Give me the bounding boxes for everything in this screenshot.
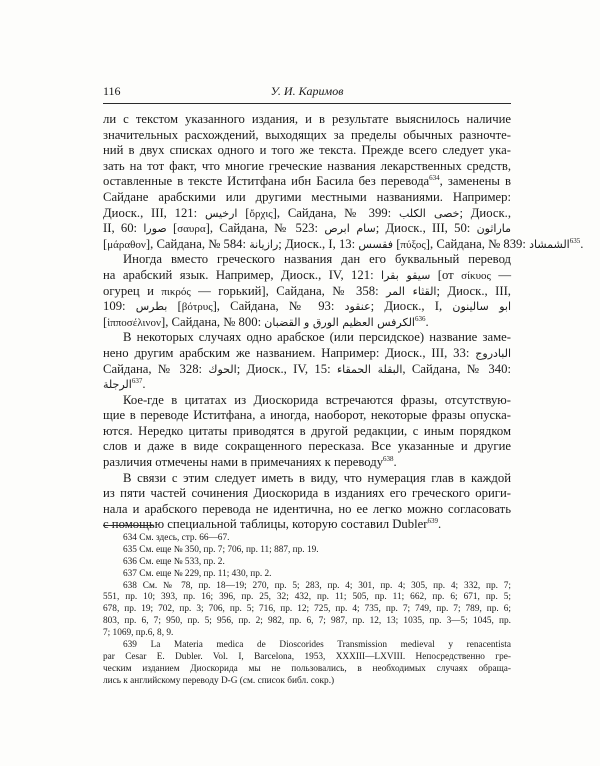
greek-term: σίκυος	[461, 269, 491, 282]
text-line: зать на тот факт, что многие греческие названия лекарственных средств,	[103, 158, 511, 173]
text-line: ются. Нередко цитаты приводятся в другой редакции, с иным порядком	[103, 423, 511, 438]
text-segment: ; Диоск., I, 13:	[278, 236, 359, 251]
text-segment: —	[490, 267, 512, 282]
text-segment: ; Диоск., III,	[436, 283, 511, 298]
arabic-term: ماراثون	[476, 222, 511, 236]
text-segment: на арабский язык. Например, Диоск., IV, 121:	[103, 267, 382, 282]
greek-term: ὄρχις	[249, 207, 273, 220]
text-segment: ], Сайдана, № 800:	[160, 314, 265, 329]
text-segment: [	[393, 236, 401, 251]
text-line: из пяти частей сочинения Диоскорида в изданиях его греческого ориги-	[103, 486, 511, 501]
text-line	[103, 517, 511, 533]
text-segment: [	[167, 299, 182, 314]
text-segment: [	[166, 221, 178, 236]
arabic-term: سيقو بقرا	[381, 268, 431, 282]
text-segment: .	[142, 377, 146, 392]
text-line: В связи с этим следует иметь в виду, что нумерация глав в каждой	[123, 470, 511, 485]
text-line: нала и арабского перевода не идентична, но ее легко можно согласовать	[103, 501, 511, 516]
greek-term: μάραθον	[107, 238, 146, 251]
footnote-line: 678, пр. 19; 702, пр. 3; 706, пр. 5; 716, пр. 12; 725, пр. 4; 735, пр. 7; 749, пр. 7; 789, пр. 6;	[103, 604, 511, 615]
arabic-term: عنقود	[344, 300, 371, 314]
text-segment: ], Сайдана, № 839:	[425, 236, 530, 251]
text-line: Иногда вместо греческого названия дан его буквальный перевод	[123, 252, 511, 267]
greek-term: σαυρα	[177, 223, 206, 236]
text-line: Сайдане арабскими или другими местными названиями. Например:	[103, 189, 511, 204]
footnote-line: par Cesar E. Dubler. Vol. I, Barcelona, 1953, XXXIII—LXVIII. Непосредственно гре-	[103, 651, 511, 662]
text-segment: , Сайдана, № 340:	[402, 361, 511, 376]
text-line: Кое-где в цитатах из Диоскорида встречаются фразы, отсутствую-	[123, 392, 511, 407]
text-segment: [	[103, 314, 108, 329]
arabic-term: ابو سالينون	[452, 300, 512, 314]
text-line	[103, 315, 511, 331]
text-segment: нено другим арабским же названием. Например: Диоск., III, 33:	[103, 345, 476, 360]
text-segment: .	[437, 517, 442, 532]
text-segment: .	[580, 236, 584, 251]
text-line: щие в переводе Иститфана, а иногда, наоборот, некоторые фразы опуска-	[103, 408, 511, 423]
text-segment: с помощью специальной таблицы, которую составил Dubler	[103, 517, 428, 532]
greek-term: ἱπποσέλινον	[107, 316, 161, 329]
text-segment: ], Сайдана, № 399:	[272, 205, 399, 220]
text-segment: 109:	[103, 299, 136, 314]
footnote-line: ческим изданием Диоскорида мы не пользовались, в необходимых случаях обраща-	[103, 663, 511, 674]
running-title: У. И. Каримов	[270, 84, 344, 98]
arabic-term: الرجلة	[103, 378, 132, 392]
text-segment: ; Диоск., I,	[370, 299, 453, 314]
text-line	[103, 236, 584, 253]
greek-term: πικρός	[161, 285, 191, 298]
text-line: ли с текстом указанного издания, и в результате выяснилось наличие	[103, 112, 511, 126]
arabic-term: خصى الكلب	[398, 206, 460, 220]
text-line	[103, 455, 511, 471]
main-text	[103, 112, 584, 533]
text-line	[103, 346, 511, 362]
footnote-line: 637 См. еще № 229, пр. 11; 430, пр. 2.	[123, 568, 272, 579]
text-segment: ; Диоск., IV, 15:	[236, 361, 337, 376]
text-segment: оставленные в тексте Иститфана ибн Басила без перевода	[103, 174, 430, 189]
footnote-line: 803, пр. 6, 7; 950, пр. 5; 956, пр. 2; 982, пр. 6, 7; 987, пр. 12, 13; 1035, пр. 3—5; 1045, пр.	[103, 616, 511, 627]
arabic-term: الحوك	[208, 362, 237, 376]
footnote-line: 634 См. здесь, стр. 66—67.	[123, 533, 230, 543]
greek-term: πύξος	[400, 238, 426, 251]
arabic-term: فقسس	[358, 237, 394, 251]
footnote-line: 551, пр. 10; 393, пр. 16; 396, пр. 25, 32; 432, пр. 11; 505, пр. 11; 662, пр. 6; 671, пр. 5;	[103, 592, 511, 603]
arabic-term: سام ابرص	[324, 222, 376, 236]
footnote-ref: 634	[429, 174, 440, 183]
text-line: значительных расхождений, выходящих за пределы обычных разночте-	[103, 127, 511, 142]
footnote-line: лись к английскому переводу D-G (см. список библ. сокр.)	[103, 675, 335, 686]
text-segment: ], Сайдана, № 93:	[212, 299, 345, 314]
arabic-term: رازيانة	[249, 237, 279, 251]
text-segment: ; Диоск.,	[459, 205, 512, 220]
text-segment: Сайдана, № 328:	[103, 361, 209, 376]
text-line	[103, 362, 511, 378]
footnote-line: 638 См. № 78, пр. 18—19; 270, пр. 5; 283, пр. 4; 301, пр. 4; 305, пр. 4; 332, пр. 7;	[123, 580, 511, 591]
arabic-term: ارخيس	[204, 206, 238, 220]
text-line: слов и даже в виде сокращенного пересказа. Все указанные и другие	[103, 439, 511, 454]
text-line: В некоторых случаях одно арабское (или персидское) название заме-	[123, 330, 511, 345]
arabic-term: البادروج	[475, 346, 511, 360]
text-segment: II, 60:	[103, 221, 144, 236]
text-line	[103, 221, 511, 237]
header-rule	[103, 103, 511, 104]
arabic-term: القثاء المر	[386, 284, 437, 298]
footnote-ref: 638	[383, 454, 394, 463]
text-segment: [от	[430, 267, 462, 282]
footnote-separator	[103, 525, 153, 526]
footnote-ref: 637	[131, 376, 143, 385]
text-line	[103, 299, 511, 315]
arabic-term: صورا	[143, 222, 167, 236]
text-segment: огурец и	[103, 283, 162, 298]
footnote-ref: 635	[569, 236, 581, 245]
text-segment: [	[237, 205, 250, 220]
footnote-line: 7; 1069, пр.6, 8, 9.	[103, 628, 174, 639]
footnote-line: 639 La Materia medica de Dioscorides Transmission medieval y renacentista	[123, 640, 511, 651]
arabic-term: الكرفس العظيم الورق و القضبان	[264, 315, 415, 329]
arabic-term: بطرس	[135, 300, 168, 314]
footnote-ref: 639	[427, 517, 438, 526]
text-line	[103, 174, 511, 190]
arabic-term: الشمشاد	[529, 237, 570, 251]
text-segment: ; Диоск., III, 50:	[375, 221, 477, 236]
text-segment: [	[103, 236, 108, 251]
text-segment: .	[393, 455, 397, 470]
footnotes	[103, 533, 511, 688]
footnote-line: 635 См. еще № 350, пр. 7; 706, пр. 11; 887, пр. 19.	[123, 544, 319, 555]
text-segment: ], Сайдана, № 523:	[205, 221, 325, 236]
text-line	[103, 284, 511, 300]
text-segment: — горький], Сайдана, № 358:	[190, 283, 387, 298]
footnote-ref: 636	[415, 314, 426, 323]
text-segment: , заменены в	[439, 174, 512, 189]
page-number: 116	[103, 84, 121, 98]
text-segment: Диоск., III, 121:	[103, 205, 205, 220]
text-line: ний в двух списках одного и того же текста. Прежде всего следует ука-	[103, 143, 511, 158]
text-line	[103, 377, 511, 393]
footnote-line: 636 См. еще № 533, пр. 2.	[123, 556, 225, 567]
text-line	[103, 268, 511, 284]
arabic-term: البقلة الحمقاء	[336, 362, 403, 376]
text-segment: различия отмечены нами в примечаниях к переводу	[103, 455, 384, 470]
text-segment: ], Сайдана, № 584:	[145, 236, 250, 251]
greek-term: βότρυς	[181, 301, 213, 314]
text-segment: .	[425, 314, 429, 329]
running-header	[103, 84, 511, 102]
text-line	[103, 206, 511, 222]
